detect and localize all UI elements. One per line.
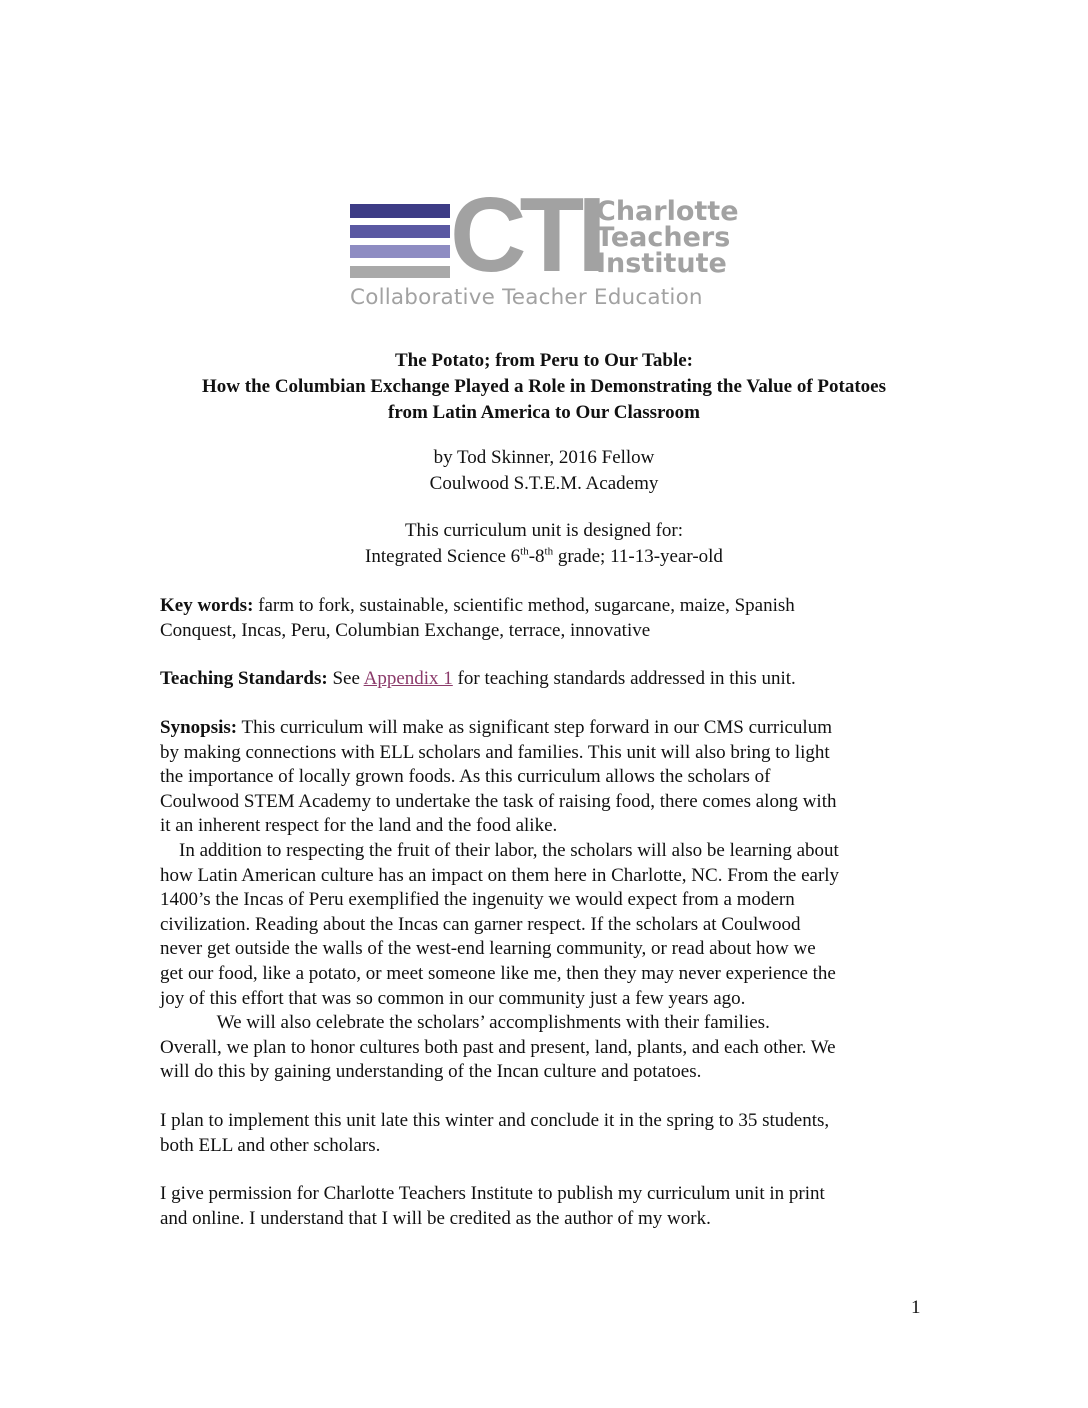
document-title xyxy=(0,348,1088,426)
appendix-link[interactable]: Appendix 1 xyxy=(363,668,453,689)
logo-name xyxy=(596,196,739,279)
logo-bar-mid xyxy=(350,225,450,238)
synopsis-line: get our food, like a potato, or meet someone like me, then they may never experience the xyxy=(160,962,836,984)
logo-bar-light xyxy=(350,245,450,258)
title-line: The Potato; from Peru to Our Table: xyxy=(395,350,693,371)
standards-label: Teaching Standards: xyxy=(160,668,328,689)
synopsis-line: will do this by gaining understanding of the Incan culture and potatoes. xyxy=(160,1061,702,1083)
standards-text: for teaching standards addressed in this unit. xyxy=(452,668,796,689)
synopsis-line: Overall, we plan to honor cultures both past and present, land, plants, and each other. We xyxy=(160,1036,836,1058)
keywords-line xyxy=(160,594,940,619)
designed-for xyxy=(0,518,1088,570)
permission-line: I give permission for Charlotte Teachers Institute to publish my curriculum unit in print xyxy=(160,1183,825,1204)
school-line: Coulwood S.T.E.M. Academy xyxy=(429,473,659,494)
synopsis-paragraph xyxy=(160,716,940,1085)
title-line: from Latin America to Our Classroom xyxy=(388,402,700,423)
standards-line xyxy=(160,667,940,692)
permission-line: and online. I understand that I will be credited as the author of my work. xyxy=(160,1207,711,1229)
logo-mark: CTI xyxy=(450,176,600,294)
synopsis-line: Coulwood STEM Academy to undertake the task of raising food, there comes along with xyxy=(160,790,837,812)
page-number: 1 xyxy=(911,1297,921,1318)
designed-subject xyxy=(0,544,1088,570)
implementation-paragraph xyxy=(160,1109,940,1158)
synopsis-line xyxy=(160,716,940,741)
permission-paragraph xyxy=(160,1182,940,1231)
logo-tagline: Collaborative Teacher Education xyxy=(350,285,703,310)
standards-paragraph xyxy=(160,667,940,692)
synopsis-line: never get outside the walls of the west-end learning community, or read about how we xyxy=(160,938,816,960)
synopsis-line: In addition to respecting the fruit of their labor, the scholars will also be learning about xyxy=(160,839,839,861)
keywords-text: farm to fork, sustainable, scientific method, sugarcane, maize, Spanish xyxy=(253,595,795,616)
synopsis-text: This curriculum will make as significant step forward in our CMS curriculum xyxy=(237,717,832,738)
keywords-paragraph xyxy=(160,594,940,643)
synopsis-line: by making connections with ELL scholars and families. This unit will also bring to light xyxy=(160,741,830,763)
synopsis-line: it an inherent respect for the land and the food alike. xyxy=(160,815,558,837)
subject-text: grade; 11-13-year-old xyxy=(553,546,723,567)
logo-bar-gray xyxy=(350,266,450,278)
keywords-line: Conquest, Incas, Peru, Columbian Exchange, terrace, innovative xyxy=(160,619,651,641)
cti-logo xyxy=(346,176,746,316)
subject-text: Integrated Science 6 xyxy=(365,546,521,567)
synopsis-line: civilization. Reading about the Incas can garner respect. If the scholars at Coulwood xyxy=(160,913,801,935)
implementation-line: I plan to implement this unit late this winter and conclude it in the spring to 35 students, xyxy=(160,1110,830,1131)
synopsis-line: We will also celebrate the scholars’ accomplishments with their families. xyxy=(160,1012,770,1034)
subject-text: -8 xyxy=(528,546,545,567)
logo-name-line: Teachers xyxy=(596,222,731,253)
synopsis-label: Synopsis: xyxy=(160,717,238,738)
author-line: by Tod Skinner, 2016 Fellow xyxy=(433,447,655,468)
synopsis-line: how Latin American culture has an impact on them here in Charlotte, NC. From the early xyxy=(160,864,840,886)
title-line: How the Columbian Exchange Played a Role in Demonstrating the Value of Potatoes xyxy=(202,376,886,397)
logo-name-line: Charlotte xyxy=(596,196,739,227)
superscript: th xyxy=(520,545,529,558)
synopsis-line: 1400’s the Incas of Peru exemplified the ingenuity we would expect from a modern xyxy=(160,889,795,911)
superscript: th xyxy=(544,545,554,558)
implementation-line: both ELL and other scholars. xyxy=(160,1134,381,1156)
designed-intro: This curriculum unit is designed for: xyxy=(404,520,684,541)
keywords-label: Key words: xyxy=(160,595,254,616)
logo-name-line: Institute xyxy=(596,248,727,279)
byline xyxy=(0,445,1088,497)
logo-bar-dark xyxy=(350,204,450,218)
standards-text: See xyxy=(327,668,364,689)
synopsis-line: joy of this effort that was so common in our community just a few years ago. xyxy=(160,987,746,1009)
synopsis-line: the importance of locally grown foods. As this curriculum allows the scholars of xyxy=(160,766,771,788)
